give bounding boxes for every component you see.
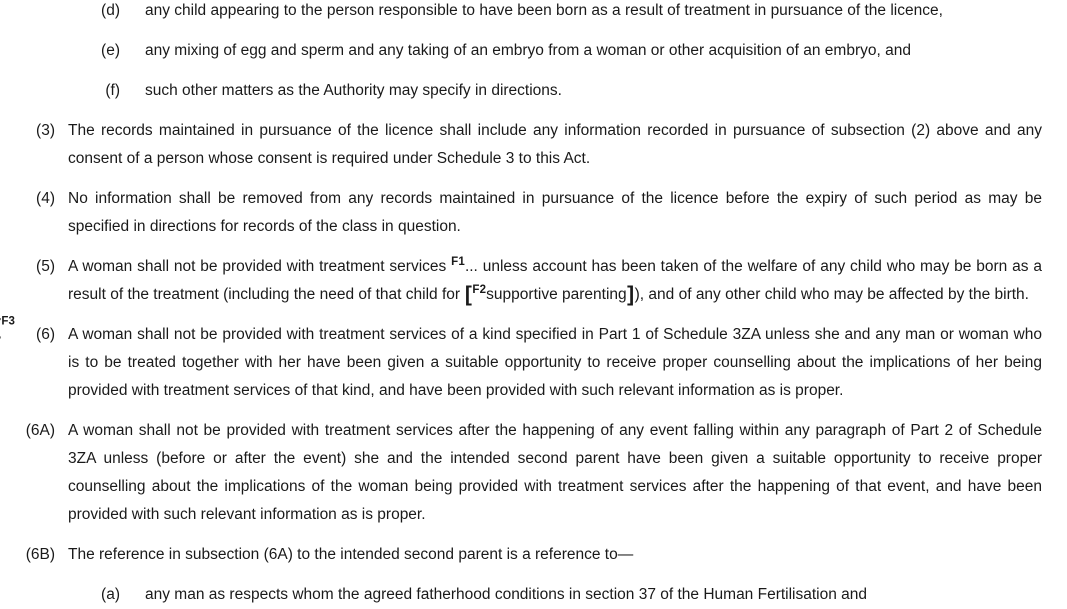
provision-text-d: any child appearing to the person responsible to have been born as a result of treatment in pursuance of the licence, xyxy=(145,2,943,19)
amendment-bracket-close: ] xyxy=(627,283,635,306)
provision-text-4: No information shall be removed from any records maintained in pursuance of the licence before the expiry of such period as may be specified in directions for records of the class in question. xyxy=(68,190,1042,235)
provision-f xyxy=(0,77,1067,105)
provision-a xyxy=(0,581,1067,603)
provision-3 xyxy=(0,117,1067,173)
provision-label-4: (4) xyxy=(36,190,55,207)
amendment-footnote-ref-f2: F2 xyxy=(472,283,487,296)
provision-d xyxy=(0,0,1067,25)
amendment-footnote-ref-f3: F3 xyxy=(1,315,16,328)
provision-text-5: A woman shall not be provided with treatment services $^{F1}$... unless account has been taken of the welfare of any child who may be born as a result of the treatment (including the need of that child for [$^{F2}$supportive parenting]), and of any other child who may be affected by the birth. xyxy=(68,255,1042,306)
provision-text-6b: The reference in subsection (6A) to the intended second parent is a reference to— xyxy=(68,546,634,563)
amendment-footnote-ref-f1: F1 xyxy=(451,255,465,268)
amendment-bracket-open: [ xyxy=(464,283,472,306)
provision-text-6: A woman shall not be provided with treatment services of a kind specified in Part 1 of Schedule 3ZA unless she and any man or woman who is to be treated together with her have been given a suitable opportunity to receive proper counselling about the implications of her being provided with treatment services of that kind, and have been provided with such relevant information as is proper. xyxy=(68,326,1042,399)
provision-5 xyxy=(0,253,1067,309)
provision-text-3: The records maintained in pursuance of the licence shall include any information recorded in pursuance of subsection (2) above and any consent of a person whose consent is required under Schedule 3 to this Act. xyxy=(68,122,1042,167)
provision-label-5: (5) xyxy=(36,258,55,275)
provision-label-a: (a) xyxy=(101,586,120,603)
provision-6 xyxy=(0,315,1067,405)
provision-6b xyxy=(0,541,1067,569)
provision-text-e: any mixing of egg and sperm and any taking of an embryo from a woman or other acquisition of an embryo, and xyxy=(145,42,911,59)
provision-label-f: (f) xyxy=(105,82,120,99)
provision-6a xyxy=(0,417,1067,529)
provision-e xyxy=(0,37,1067,65)
provision-label-6a: (6A) xyxy=(25,422,55,439)
provision-label-6: (6) xyxy=(36,326,55,343)
provision-text-f: such other matters as the Authority may specify in directions. xyxy=(145,82,562,99)
provision-label-d: (d) xyxy=(101,2,120,19)
provision-4 xyxy=(0,185,1067,241)
provision-label-3: (3) xyxy=(36,122,55,139)
provision-text-6a: A woman shall not be provided with treatment services after the happening of any event falling within any paragraph of Part 2 of Schedule 3ZA unless (before or after the event) she and the intended second parent have been given a suitable opportunity to receive proper counselling about the implications of the woman being provided with treatment services after the happening of that event, and have been provided with such relevant information as is proper. xyxy=(68,422,1042,523)
provision-label-e: (e) xyxy=(101,42,120,59)
provision-label-6b: (6B) xyxy=(25,546,55,563)
provision-text-a: any man as respects whom the agreed fatherhood conditions in section 37 of the Human Fertilisation and xyxy=(145,586,868,603)
